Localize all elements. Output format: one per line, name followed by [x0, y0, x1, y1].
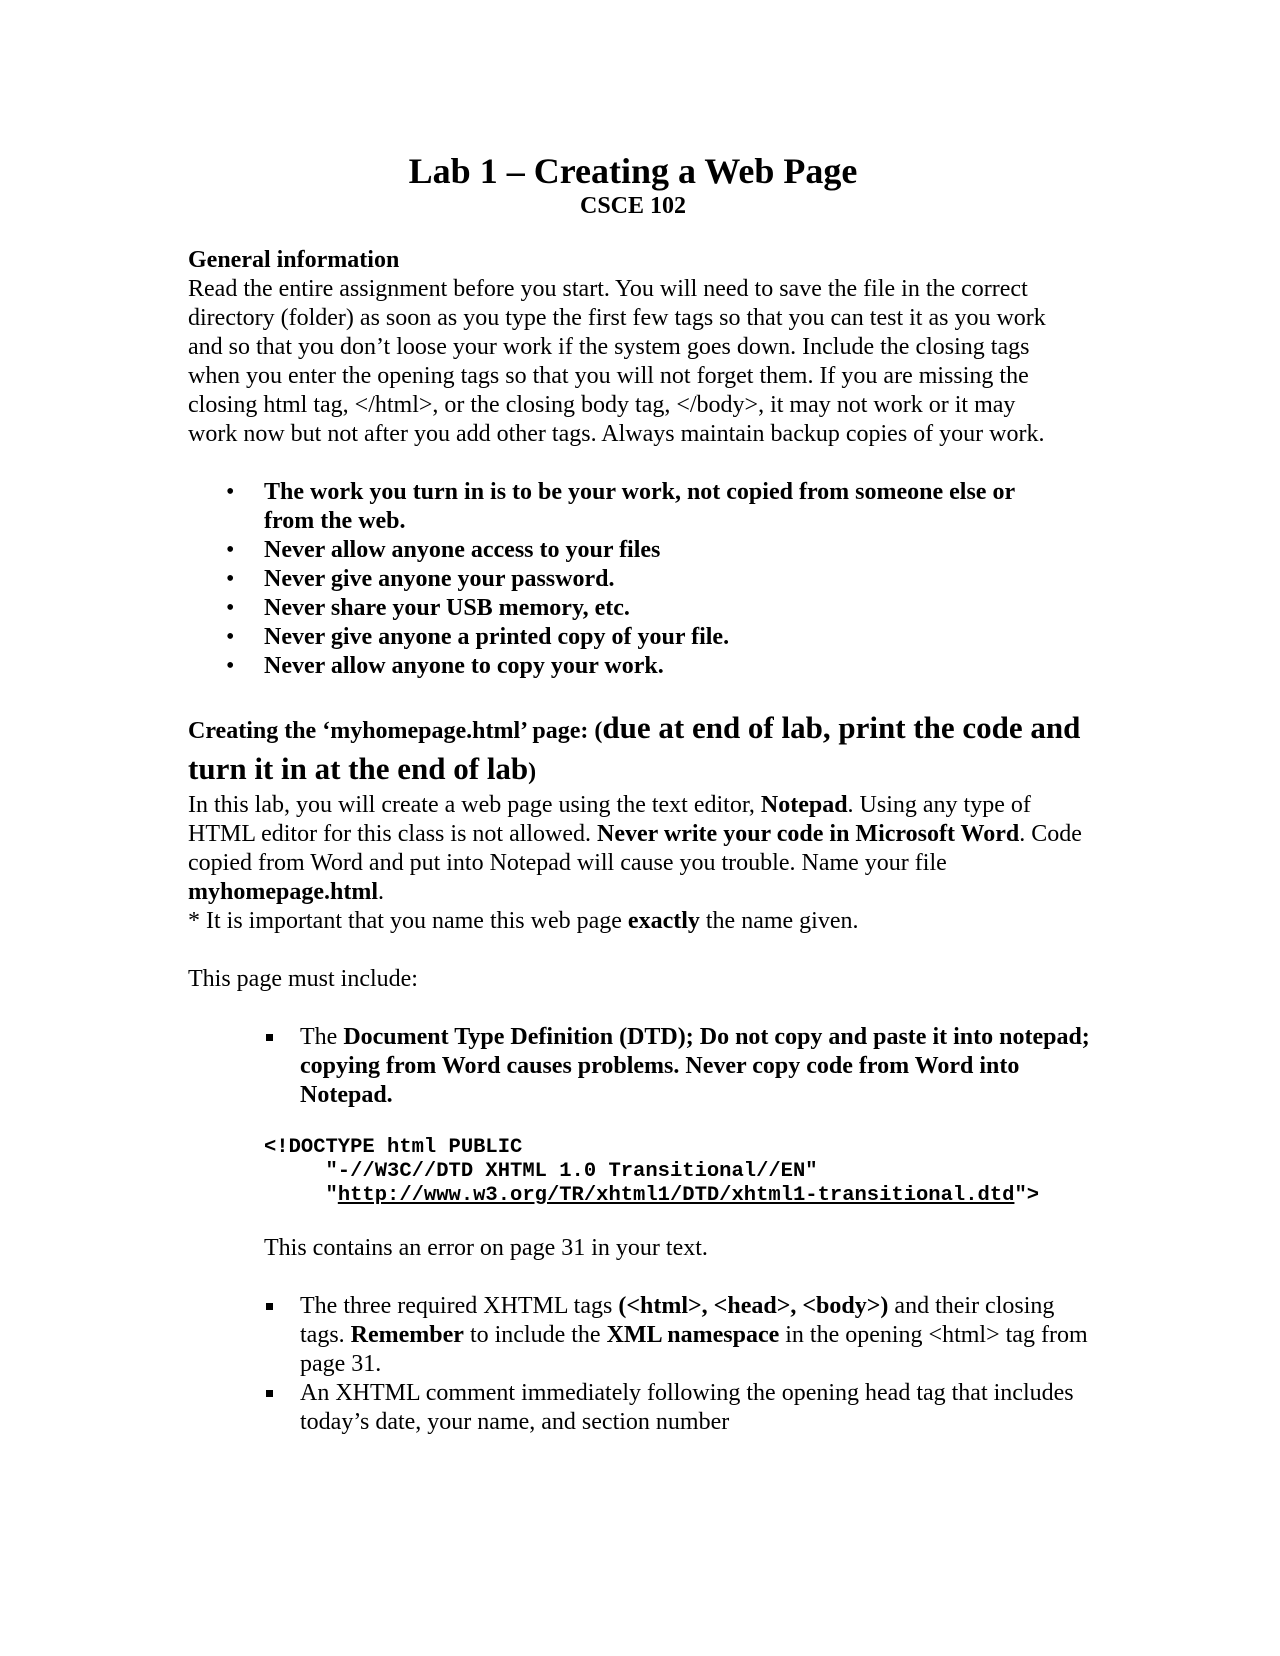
- naming-note: * It is important that you name this web page exactly the name given.: [188, 908, 859, 934]
- general-line: when you enter the opening tags so that you will not forget them. If you are missing the: [188, 363, 1029, 389]
- rules-list: [188, 478, 1088, 681]
- square-bullet-icon: [266, 1034, 273, 1041]
- requirements-list: [188, 1023, 1088, 1110]
- list-item: • Never allow anyone to copy your work.: [226, 653, 664, 679]
- general-line: Read the entire assignment before you start. You will need to save the file in the correct: [188, 276, 1028, 302]
- bullet-icon: •: [226, 595, 235, 621]
- list-item: • Never give anyone a printed copy of your file.: [226, 624, 730, 650]
- dtd-link[interactable]: http://www.w3.org/TR/xhtml1/DTD/xhtml1-transitional.dtd: [337, 1184, 1015, 1207]
- general-line: and so that you don’t loose your work if the system goes down. Include the closing tags: [188, 334, 1030, 360]
- requirements-list-continued: [188, 1292, 1088, 1437]
- general-info-paragraph: [188, 275, 1088, 449]
- bullet-icon: •: [226, 479, 235, 505]
- list-item: • Never give anyone your password.: [226, 566, 615, 592]
- page-title: Lab 1 – Creating a Web Page: [408, 151, 858, 191]
- square-bullet-icon: [266, 1303, 273, 1310]
- general-line: closing html tag, </html>, or the closing body tag, </body>, it may not work or it may: [188, 392, 1016, 418]
- bullet-icon: •: [226, 566, 235, 592]
- list-item: The three required XHTML tags (<html>, <head>, <body>) and their closing tags. Remember to include the XML namespace in the opening <html> tag from page 31.: [300, 1292, 1090, 1379]
- error-note: This contains an error on page 31 in your text.: [264, 1235, 708, 1261]
- bullet-icon: •: [226, 653, 235, 679]
- doctype-code-block: <!DOCTYPE html PUBLIC "-//W3C//DTD XHTML 1.0 Transitional//EN" "http://www.w3.org/TR/xhtml1/DTD/xhtml1-transitional.dtd">: [264, 1136, 1040, 1207]
- must-include-label: This page must include:: [188, 966, 418, 992]
- list-item: • Never allow anyone access to your files: [226, 537, 661, 563]
- creating-page-heading: Creating the ‘myhomepage.html’ page: (due at end of lab, print the code and turn it in at the end of lab): [188, 710, 1081, 786]
- bullet-icon: •: [226, 537, 235, 563]
- general-info-heading: General information: [188, 247, 400, 273]
- bullet-icon: •: [226, 624, 235, 650]
- general-line: directory (folder) as soon as you type the first few tags so that you can test it as you work: [188, 305, 1046, 331]
- list-item: • Never share your USB memory, etc.: [226, 595, 630, 621]
- course-code: CSCE 102: [579, 193, 687, 219]
- document-page: [188, 150, 1088, 1437]
- instructions-paragraph: In this lab, you will create a web page using the text editor, Notepad. Using any type of HTML editor for this class is not allowed. Never write your code in Microsoft Word. Code copied from Word and put into Notepad will cause you trouble. Name your file myhomepage.html.: [188, 792, 1082, 905]
- list-item: • The work you turn in is to be your work, not copied from someone else or from the web.: [226, 479, 1015, 534]
- list-item: An XHTML comment immediately following the opening head tag that includes today’s date, your name, and section number: [300, 1379, 1090, 1437]
- square-bullet-icon: [266, 1390, 273, 1397]
- general-line: work now but not after you add other tags. Always maintain backup copies of your work.: [188, 421, 1045, 447]
- list-item: The Document Type Definition (DTD); Do not copy and paste it into notepad; copying from Word causes problems. Never copy code from Word into Notepad.: [300, 1023, 1090, 1110]
